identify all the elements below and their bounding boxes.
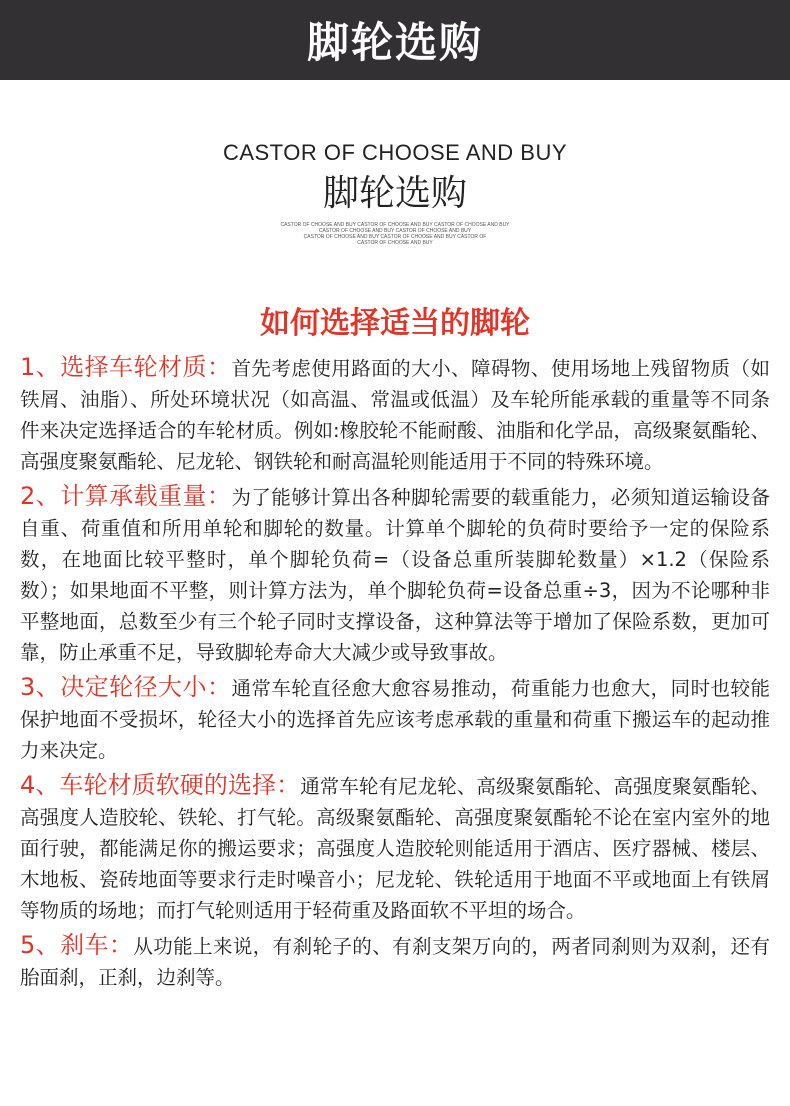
- header-block: [0, 138, 790, 246]
- micro-text-line: CASTOR OF CHOOSE AND BUY CASTOR OF CHOOSE AND BUY: [318, 228, 472, 234]
- micro-text-line: CASTOR OF CHOOSE AND BUY CASTOR OF CHOOSE AND BUY CASTOR OF: [303, 234, 487, 240]
- paragraph-body: 通常车轮有尼龙轮、高级聚氨酯轮、高强度聚氨酯轮、高强度人造胶轮、铁轮、打气轮。高级聚氨酯轮、高强度聚氨酯轮不论在室内室外的地面行驶，都能满足你的搬运要求；高强度人造胶轮则能适用于酒店、医疗器械、楼层、木地板、瓷砖地面等要求行走时噪音小；尼龙轮、铁轮适用于地面不平或地面上有铁屑等物质的场地；而打气轮则适用于轻荷重及路面软不平坦的场合。: [20, 775, 770, 922]
- paragraph-body: 从功能上来说，有刹轮子的、有刹支架万向的，两者同刹则为双刹，还有胎面刹，正刹，边刹等。: [20, 935, 770, 989]
- paragraph-lead: 4、车轮材质软硬的选择：: [20, 771, 301, 799]
- content-body: [0, 352, 790, 993]
- paragraph-lead: 3、决定轮径大小：: [20, 673, 232, 701]
- paragraph-body: 为了能够计算出各种脚轮需要的载重能力，必须知道运输设备自重、荷重值和所用单轮和脚轮的数量。计算单个脚轮的负荷时要给予一定的保险系数，在地面比较平整时，单个脚轮负荷=（设备总重所装脚轮数量）×1.2（保险系数）；如果地面不平整，则计算方法为，单个脚轮负荷=设备总重÷3，因为不论哪种非平整地面，总数至少有三个轮子同时支撑设备，这种算法等于增加了保险系数，更加可靠，防止承重不足，导致脚轮寿命大大减少或导致事故。: [20, 486, 770, 664]
- micro-text-line: CASTOR OF CHOOSE AND BUY: [357, 240, 433, 246]
- micro-text-block: [245, 222, 545, 246]
- section-title: 如何选择适当的脚轮: [260, 306, 530, 341]
- chinese-title: 脚轮选购: [322, 173, 467, 214]
- paragraph-brake: [20, 930, 770, 993]
- paragraph-body: 通常车轮直径愈大愈容易推动，荷重能力也愈大，同时也较能保护地面不受损坏，轮径大小的选择首先应该考虑承载的重量和荷重下搬运车的起动推力来决定。: [20, 677, 770, 762]
- paragraph-lead: 5、刹车：: [20, 931, 134, 959]
- paragraph-hardness: [20, 770, 770, 926]
- paragraph-diameter: [20, 672, 770, 766]
- top-banner: [0, 0, 790, 80]
- paragraph-lead: 1、选择车轮材质：: [20, 353, 232, 381]
- paragraph-load: [20, 481, 770, 668]
- english-title: CASTOR OF CHOOSE AND BUY: [222, 140, 568, 165]
- paragraph-material: [20, 352, 770, 477]
- paragraph-lead: 2、计算承载重量：: [20, 482, 232, 510]
- paragraph-body: 首先考虑使用路面的大小、障碍物、使用场地上残留物质（如铁屑、油脂）、所处环境状况（如高温、常温或低温）及车轮所能承载的重量等不同条件来决定选择适合的车轮材质。例如:橡胶轮不能耐酸、油脂和化学品，高级聚氨酯轮、高强度聚氨酯轮、尼龙轮、钢铁轮和耐高温轮则能适用于不同的特殊环境。: [20, 357, 770, 473]
- banner-title: 脚轮选购: [306, 18, 483, 67]
- micro-text-line: CASTOR OF CHOOSE AND BUY CASTOR OF CHOOSE AND BUY CASTOR OF CHOOSE AND BUY: [280, 222, 510, 228]
